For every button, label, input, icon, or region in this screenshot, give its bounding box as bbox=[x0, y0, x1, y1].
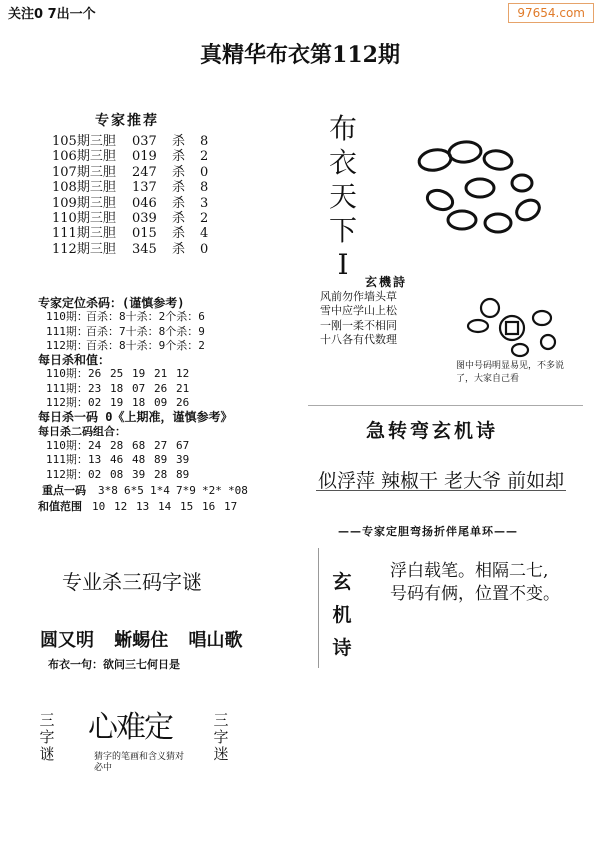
num: 21 bbox=[176, 381, 190, 395]
num: 18 bbox=[110, 381, 124, 395]
num: 08 bbox=[110, 467, 124, 481]
kill-num: 0 bbox=[200, 241, 209, 257]
num: 68 bbox=[132, 438, 146, 452]
num: 02 bbox=[88, 396, 102, 410]
kill-label: 杀 bbox=[172, 149, 186, 165]
oval bbox=[533, 311, 551, 325]
num: 28 bbox=[154, 467, 168, 481]
zhuanjia-line: ——专家定胆弯扬折伴尾单环—— bbox=[338, 525, 518, 538]
sanzi-label-left: 三字谜 bbox=[39, 711, 55, 763]
num: 13 bbox=[136, 500, 150, 514]
oval bbox=[513, 196, 543, 224]
period: 106期三胆 bbox=[52, 149, 116, 165]
oval bbox=[418, 147, 453, 172]
xuanji-poem-box bbox=[320, 275, 452, 348]
positional-row bbox=[38, 325, 254, 339]
num: 13 bbox=[88, 453, 102, 467]
num: 21 bbox=[154, 367, 168, 381]
num: 25 bbox=[110, 367, 124, 381]
zhuanjia-text: 专家定胆弯扬折伴尾单环 bbox=[362, 525, 494, 538]
period: 111期三胆 bbox=[52, 226, 116, 242]
top-note: 关注0 7出一个 bbox=[8, 7, 96, 22]
period: 110期： bbox=[46, 310, 88, 324]
circles-graphic bbox=[462, 290, 572, 360]
oval bbox=[468, 320, 488, 332]
kill-label: 杀 bbox=[172, 241, 186, 257]
nums: 039 bbox=[132, 211, 157, 227]
num: 09 bbox=[154, 396, 168, 410]
kill-num: 4 bbox=[200, 226, 209, 242]
riddle-text: 圆又明 蜥蜴住 唱山歌 bbox=[40, 630, 243, 651]
period: 107期三胆 bbox=[52, 164, 116, 180]
oval bbox=[483, 149, 514, 172]
expert-row bbox=[52, 242, 208, 257]
xuanji-line: 一刚一柔不相同 bbox=[320, 318, 397, 332]
period: 112期： bbox=[46, 396, 88, 410]
row-text: 百杀：8十杀：2个杀：6 bbox=[86, 310, 205, 324]
kill-num: 8 bbox=[200, 134, 209, 149]
num: 46 bbox=[110, 453, 124, 467]
xuanjishi-vertical: 玄机诗 bbox=[332, 571, 352, 659]
xuanji-heading: 玄機詩 bbox=[364, 275, 407, 289]
kill-label: 杀 bbox=[172, 195, 186, 211]
buyi-line: 布衣一句：欲问三七何日是 bbox=[48, 658, 180, 671]
underline bbox=[316, 490, 566, 491]
num: 39 bbox=[176, 453, 190, 467]
nums: 037 bbox=[132, 134, 157, 149]
focus-item: 7*9 bbox=[176, 483, 196, 497]
expert-row bbox=[52, 149, 208, 164]
sum-range-row bbox=[38, 500, 254, 514]
focus-row bbox=[38, 484, 254, 498]
num: 12 bbox=[114, 500, 128, 514]
period: 112期： bbox=[46, 467, 88, 481]
num: 89 bbox=[154, 453, 168, 467]
positional-row bbox=[38, 310, 254, 324]
kill-num: 8 bbox=[200, 180, 209, 196]
oval bbox=[425, 187, 456, 213]
nums: 019 bbox=[132, 149, 157, 165]
expert-table bbox=[52, 134, 208, 257]
period: 109期三胆 bbox=[52, 195, 116, 211]
num: 23 bbox=[88, 381, 102, 395]
oval bbox=[485, 214, 511, 232]
divider bbox=[308, 405, 583, 406]
num: 28 bbox=[110, 438, 124, 452]
period: 111期： bbox=[46, 381, 88, 395]
num: 02 bbox=[88, 467, 102, 481]
num: 26 bbox=[154, 381, 168, 395]
num: 19 bbox=[110, 396, 124, 410]
oval bbox=[466, 179, 494, 197]
circle-note: 图中号码明显易见，不多说了，大家自己看 bbox=[456, 361, 565, 384]
daily-two-row bbox=[38, 439, 254, 453]
period: 110期三胆 bbox=[52, 211, 116, 227]
xuanjishi-poem bbox=[390, 560, 560, 606]
num: 07 bbox=[132, 381, 146, 395]
kill-num: 3 bbox=[200, 195, 209, 211]
daily-two-row bbox=[38, 468, 254, 482]
period: 110期： bbox=[46, 367, 88, 381]
buyi-vertical-title: 布衣天下I bbox=[328, 112, 357, 281]
daily-one-heading: 每日杀一码 0《上期准，谨慎参考》 bbox=[38, 410, 233, 425]
oval bbox=[448, 211, 476, 229]
daily-two-row bbox=[38, 453, 254, 467]
site-badge[interactable]: 97654.com bbox=[508, 3, 594, 23]
kill-label: 杀 bbox=[172, 164, 186, 180]
focus-label: 重点一码 bbox=[42, 483, 86, 497]
oval bbox=[512, 175, 532, 191]
square bbox=[506, 322, 518, 334]
riddle-section-title: 专业杀三码字谜 bbox=[62, 570, 202, 594]
period: 112期三胆 bbox=[52, 241, 116, 257]
expert-row bbox=[52, 226, 208, 241]
num: 39 bbox=[132, 467, 146, 481]
ovals-graphic bbox=[410, 138, 560, 238]
kill-num: 2 bbox=[200, 149, 209, 165]
focus-item: 1*4 bbox=[150, 483, 170, 497]
daily-sum-row bbox=[38, 382, 254, 396]
nums: 345 bbox=[132, 241, 157, 257]
num: 18 bbox=[132, 396, 146, 410]
circle bbox=[481, 299, 499, 317]
expert-heading: 专家推荐 bbox=[95, 113, 159, 129]
sum-range-label: 和值范围 bbox=[38, 500, 82, 514]
num: 26 bbox=[88, 367, 102, 381]
num: 48 bbox=[132, 453, 146, 467]
focus-item: *2* bbox=[202, 483, 222, 497]
kill-label: 杀 bbox=[172, 226, 186, 242]
num: 17 bbox=[224, 500, 238, 514]
period: 111期： bbox=[46, 324, 88, 338]
oval bbox=[512, 344, 528, 356]
num: 89 bbox=[176, 467, 190, 481]
focus-item: *08 bbox=[228, 483, 248, 497]
kill-label: 杀 bbox=[172, 180, 186, 196]
focus-item: 6*5 bbox=[124, 483, 144, 497]
num: 27 bbox=[154, 438, 168, 452]
expert-row bbox=[52, 196, 208, 211]
xuanji-line: 雪中应学山上松 bbox=[320, 304, 397, 317]
oval bbox=[448, 141, 482, 164]
num: 24 bbox=[88, 438, 102, 452]
period: 108期三胆 bbox=[52, 180, 116, 196]
page-title: 真精华布衣第112期 bbox=[200, 42, 400, 68]
num: 26 bbox=[176, 396, 190, 410]
kill-label: 杀 bbox=[172, 134, 186, 149]
num: 15 bbox=[180, 500, 194, 514]
poem-line: 号码有俩，位置不变。 bbox=[390, 584, 560, 604]
xuanji-line: 十八各有代数理 bbox=[320, 333, 397, 346]
num: 67 bbox=[176, 438, 190, 452]
row-text: 百杀：7十杀：8个杀：9 bbox=[86, 324, 205, 338]
kill-num: 2 bbox=[200, 211, 209, 227]
positional-row bbox=[38, 339, 254, 353]
sanzi-label-right: 三字迷 bbox=[213, 711, 229, 763]
row-text: 百杀：8十杀：9个杀：2 bbox=[86, 338, 205, 352]
nums: 046 bbox=[132, 195, 157, 211]
nums: 247 bbox=[132, 164, 157, 180]
xinnan-note: 猜字的笔画和含义猜对必中 bbox=[94, 752, 185, 773]
poem-divider bbox=[318, 548, 319, 668]
period: 105期三胆 bbox=[52, 134, 116, 149]
daily-sum-row bbox=[38, 396, 254, 410]
focus-item: 3*8 bbox=[98, 483, 118, 497]
num: 19 bbox=[132, 367, 146, 381]
period: 110期： bbox=[46, 438, 88, 452]
period: 111期： bbox=[46, 453, 88, 467]
positional-heading: 专家定位杀码：(谨慎参考) bbox=[38, 296, 185, 310]
expert-row bbox=[52, 180, 208, 195]
period: 112期： bbox=[46, 338, 88, 352]
expert-row bbox=[52, 211, 208, 226]
expert-row bbox=[52, 134, 208, 149]
kill-label: 杀 bbox=[172, 211, 186, 227]
kill-num: 0 bbox=[200, 164, 209, 180]
sipiao-line: 似浮萍 辣椒干 老大爷 前如却 bbox=[318, 470, 565, 492]
num: 16 bbox=[202, 500, 216, 514]
poem-line: 浮白载笔。相隔二七, bbox=[390, 561, 549, 581]
daily-two-heading: 每日杀二码组合： bbox=[38, 424, 126, 438]
num: 10 bbox=[92, 500, 106, 514]
xuanji-line: 风前勿作墙头草 bbox=[320, 289, 397, 303]
stats-block bbox=[38, 296, 254, 514]
nums: 137 bbox=[132, 180, 157, 196]
nums: 015 bbox=[132, 226, 157, 242]
circle bbox=[541, 335, 555, 349]
daily-sum-row bbox=[38, 367, 254, 381]
jizhuan-title: 急转弯玄机诗 bbox=[366, 420, 499, 442]
num: 14 bbox=[158, 500, 172, 514]
circle bbox=[500, 316, 524, 340]
num: 12 bbox=[176, 367, 190, 381]
xinnan-calligraphy: 心难定 bbox=[88, 710, 172, 745]
daily-sum-heading: 每日杀和值： bbox=[38, 353, 111, 368]
expert-row bbox=[52, 165, 208, 180]
